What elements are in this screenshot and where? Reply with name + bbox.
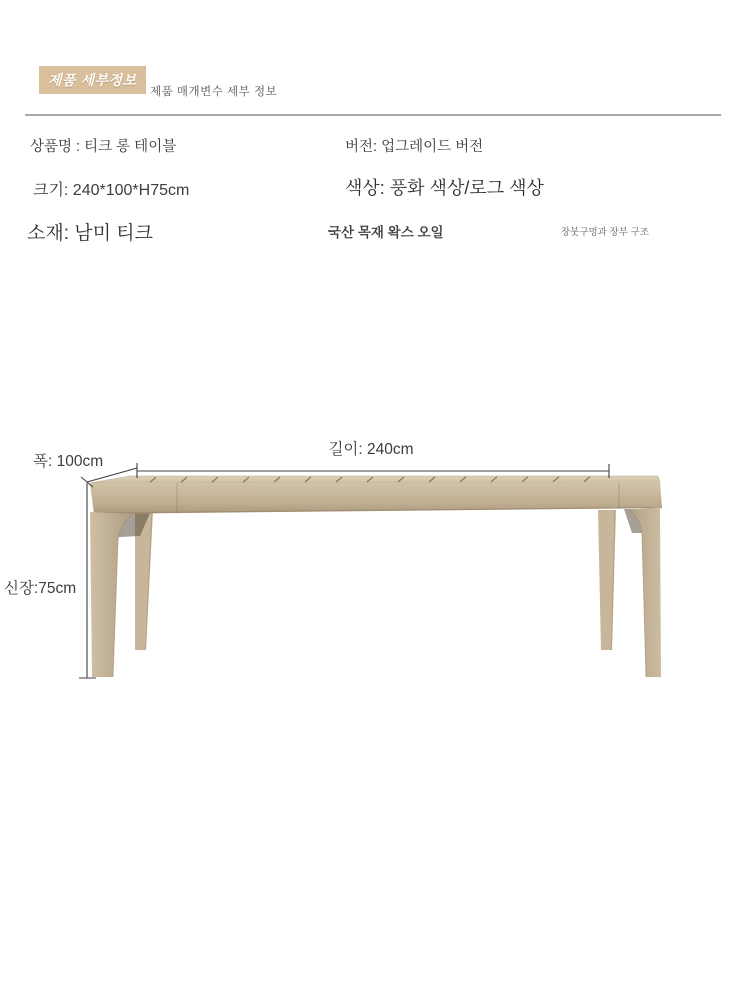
header-divider bbox=[25, 114, 721, 116]
width-dimension-label: 폭: 100cm bbox=[33, 453, 104, 470]
spec-product-name: 상품명 : 티크 롱 테이블 bbox=[30, 139, 177, 155]
product-details-badge: 제품 세부정보 bbox=[39, 66, 146, 94]
length-dimension-label: 길이: 240cm bbox=[328, 441, 414, 458]
dimension-diagram bbox=[0, 430, 750, 720]
spec-finish-note: 국산 목재 왁스 오일 bbox=[328, 225, 444, 240]
spec-size: 크기: 240*100*H75cm bbox=[33, 182, 190, 199]
table-front-legs bbox=[90, 507, 661, 677]
section-subtitle: 제품 매개변수 세부 정보 bbox=[150, 86, 278, 98]
spec-joint-note: 장붓구멍과 장부 구조 bbox=[561, 227, 649, 238]
spec-material: 소재: 남미 티크 bbox=[27, 223, 153, 244]
table-back-legs bbox=[135, 510, 616, 650]
spec-color: 색상: 풍화 색상/로그 색상 bbox=[345, 178, 544, 198]
under-apron-shadow bbox=[96, 509, 660, 538]
spec-version: 버전: 업그레이드 버전 bbox=[345, 139, 484, 155]
table-top bbox=[90, 476, 660, 483]
height-dimension-label: 신장:75cm bbox=[4, 580, 77, 597]
table-apron bbox=[90, 482, 662, 514]
